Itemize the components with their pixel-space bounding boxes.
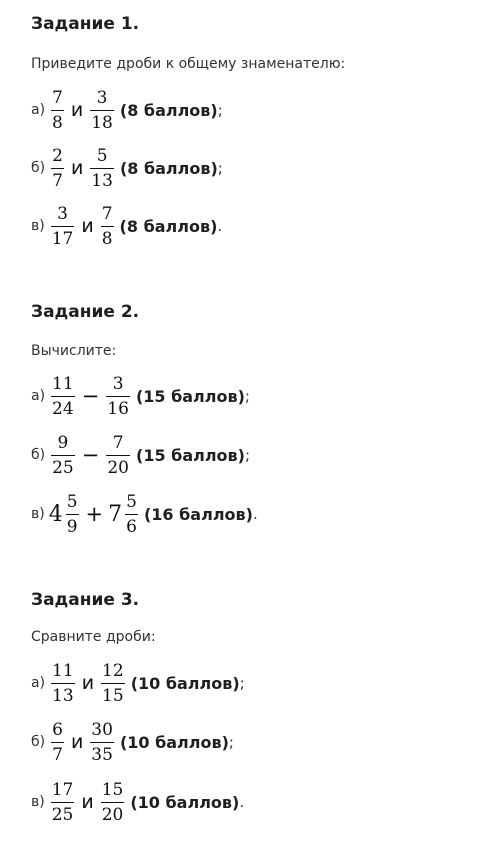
operator: + [85, 502, 104, 526]
exercise-item [31, 716, 234, 768]
denominator: 8 [51, 110, 64, 133]
operator: и [70, 731, 84, 753]
task-title: Задание 3. [31, 590, 140, 610]
denominator: 6 [125, 514, 138, 537]
points-label: (8 баллов) [119, 216, 218, 236]
fraction [51, 88, 64, 133]
item-letter: б) [31, 160, 46, 176]
numerator: 17 [51, 779, 74, 800]
points-label: (10 баллов) [130, 673, 240, 693]
numerator: 15 [101, 779, 124, 800]
fraction [51, 661, 75, 706]
item-letter: б) [31, 734, 46, 750]
denominator: 9 [66, 514, 79, 537]
denominator: 7 [51, 742, 64, 765]
fraction [101, 780, 125, 825]
points-label: (8 баллов) [119, 100, 218, 120]
denominator: 24 [51, 396, 75, 419]
item-letter: в) [31, 794, 45, 810]
exercise-item [31, 657, 245, 709]
task-2 [31, 301, 258, 537]
numerator: 3 [57, 203, 68, 224]
task-title: Задание 2. [31, 302, 140, 322]
operator: и [70, 157, 84, 179]
numerator: 11 [52, 373, 74, 394]
fraction [51, 146, 64, 191]
task-instruction: Вычислите: [31, 343, 117, 359]
numerator: 11 [52, 660, 74, 681]
points-label: (10 баллов) [130, 792, 240, 812]
fraction [125, 492, 138, 537]
punctuation: ; [239, 674, 245, 692]
fraction [90, 88, 114, 133]
exercise-item [31, 776, 244, 828]
exercise-item [31, 200, 222, 252]
task-instruction: Приведите дроби к общему знаменателю: [31, 56, 346, 72]
item-letter: в) [31, 506, 45, 522]
operator: и [81, 672, 95, 694]
task-instruction: Сравните дроби: [31, 629, 156, 645]
exercise-item [31, 370, 250, 422]
numerator: 7 [112, 432, 124, 453]
operator: и [81, 215, 94, 237]
task-1 [31, 13, 346, 249]
punctuation: ; [217, 101, 223, 119]
denominator: 15 [101, 683, 125, 706]
points-label: (16 баллов) [143, 504, 253, 524]
fraction [51, 204, 75, 249]
denominator: 13 [90, 168, 114, 191]
numerator: 9 [57, 432, 69, 453]
operator: и [81, 791, 94, 813]
punctuation: ; [217, 159, 223, 177]
denominator: 8 [101, 226, 114, 249]
numerator: 6 [52, 719, 63, 740]
punctuation: ; [244, 387, 250, 405]
fraction [106, 433, 130, 478]
denominator: 18 [90, 110, 114, 133]
fraction [101, 661, 125, 706]
points-label: (15 баллов) [135, 386, 245, 406]
denominator: 17 [51, 226, 75, 249]
item-letter: а) [31, 675, 46, 691]
numerator: 7 [101, 203, 113, 224]
points-label: (15 баллов) [136, 445, 245, 465]
whole-part: 4 [48, 501, 63, 527]
exercise-item [31, 488, 258, 540]
numerator: 3 [112, 373, 124, 394]
denominator: 20 [101, 802, 125, 825]
exercise-item [31, 142, 223, 194]
punctuation: ; [228, 733, 234, 751]
fraction [51, 780, 75, 825]
numerator: 7 [52, 87, 63, 108]
task-3 [31, 589, 245, 825]
denominator: 20 [106, 455, 130, 478]
numerator: 2 [52, 145, 63, 166]
denominator: 35 [90, 742, 114, 765]
denominator: 13 [51, 683, 75, 706]
fraction [90, 720, 114, 765]
whole-part: 7 [108, 501, 123, 527]
operator: − [81, 443, 100, 467]
exercise-item [31, 84, 223, 136]
denominator: 25 [51, 802, 75, 825]
exercise-item [31, 429, 250, 481]
fraction [51, 374, 75, 419]
item-letter: а) [31, 388, 46, 404]
fraction [101, 204, 114, 249]
numerator: 5 [126, 491, 137, 512]
item-letter: а) [31, 102, 46, 118]
denominator: 25 [51, 455, 75, 478]
operator: и [70, 99, 84, 121]
punctuation: . [252, 505, 258, 523]
numerator: 30 [91, 719, 113, 740]
numerator: 5 [96, 145, 108, 166]
punctuation: ; [244, 446, 251, 464]
fraction [51, 720, 64, 765]
fraction [66, 492, 79, 537]
numerator: 5 [66, 491, 78, 512]
item-letter: б) [31, 447, 46, 463]
denominator: 16 [106, 396, 130, 419]
points-label: (10 баллов) [119, 732, 229, 752]
item-letter: в) [31, 218, 45, 234]
numerator: 12 [102, 660, 124, 681]
punctuation: . [239, 793, 245, 811]
operator: − [81, 384, 100, 408]
task-title: Задание 1. [31, 14, 140, 34]
fraction [51, 433, 75, 478]
fraction [106, 374, 130, 419]
points-label: (8 баллов) [119, 158, 218, 178]
numerator: 3 [96, 87, 108, 108]
fraction [90, 146, 114, 191]
punctuation: . [217, 217, 223, 235]
denominator: 7 [51, 168, 64, 191]
